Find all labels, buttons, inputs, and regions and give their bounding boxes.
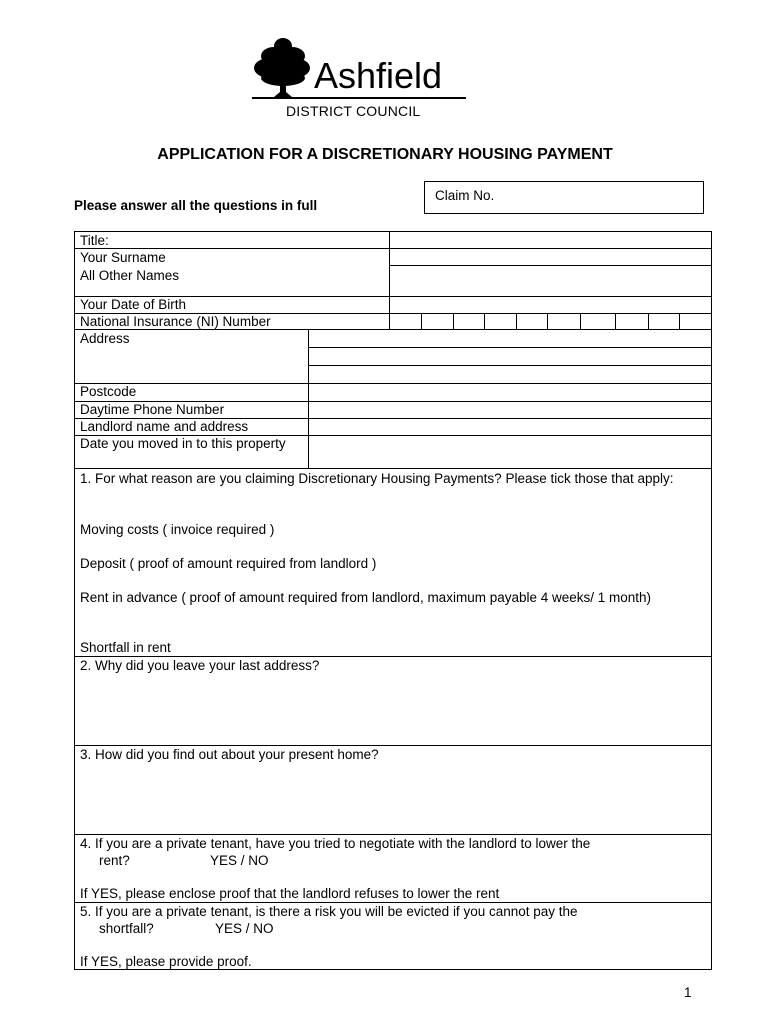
logo-wordmark: Ashfield (314, 55, 443, 96)
page-title: APPLICATION FOR A DISCRETIONARY HOUSING PAYMENT (157, 146, 613, 163)
page-number: 1 (684, 985, 692, 1000)
other-names-label: All Other Names (80, 268, 180, 283)
surname-label: Your Surname (80, 250, 166, 265)
ni-input[interactable] (390, 314, 712, 329)
claim-number-label: Claim No. (435, 188, 495, 203)
postcode-input[interactable] (309, 384, 712, 401)
question-5-text: 5. If you are a private tenant, is there a risk you will be evicted if you cannot pay the (80, 904, 578, 919)
landlord-label: Landlord name and address (80, 419, 249, 434)
option-deposit[interactable]: Deposit ( proof of amount required from landlord ) (80, 556, 377, 571)
row-divider (75, 468, 712, 469)
question-4-note: If YES, please enclose proof that the landlord refuses to lower the rent (80, 886, 500, 901)
surname-input[interactable] (390, 249, 712, 265)
title-label: Title: (80, 233, 109, 248)
question-3-text: 3. How did you find out about your present home? (80, 747, 379, 762)
ni-box-divider (453, 313, 454, 329)
question-5-line2: shortfall? (99, 921, 154, 936)
ni-box-divider (516, 313, 517, 329)
address-label: Address (80, 331, 130, 346)
ni-label: National Insurance (NI) Number (80, 314, 271, 329)
moved-in-label: Date you moved in to this property (80, 436, 286, 451)
question-4-yes-no[interactable]: YES / NO (210, 853, 269, 868)
address-line-1-input[interactable] (309, 330, 712, 347)
other-names-input[interactable] (390, 266, 712, 296)
option-shortfall[interactable]: Shortfall in rent (80, 640, 171, 655)
question-4-text: 4. If you are a private tenant, have you tried to negotiate with the landlord to lower the (80, 836, 591, 851)
question-2-answer[interactable] (75, 675, 712, 745)
title-input[interactable] (390, 232, 712, 248)
landlord-input[interactable] (309, 419, 712, 435)
logo-subtitle: DISTRICT COUNCIL (286, 103, 421, 119)
dob-label: Your Date of Birth (80, 297, 187, 312)
logo-underline (252, 97, 466, 99)
ni-box-divider (615, 313, 616, 329)
phone-input[interactable] (309, 402, 712, 418)
question-5-yes-no[interactable]: YES / NO (215, 921, 274, 936)
claim-number-field[interactable] (424, 181, 704, 214)
ni-box-divider (580, 313, 581, 329)
question-1-text: 1. For what reason are you claiming Discretionary Housing Payments? Please tick those that apply: (80, 471, 674, 486)
ni-box-divider (547, 313, 548, 329)
ni-box-divider (679, 313, 680, 329)
application-form (74, 231, 712, 970)
address-line-2-input[interactable] (309, 348, 712, 365)
moved-in-input[interactable] (309, 436, 712, 468)
address-line-3-input[interactable] (309, 366, 712, 383)
question-2-text: 2. Why did you leave your last address? (80, 658, 320, 673)
instruction-text: Please answer all the questions in full (74, 198, 318, 213)
question-4-line2: rent? (99, 853, 130, 868)
ni-box-divider (421, 313, 422, 329)
ni-box-divider (484, 313, 485, 329)
council-logo (250, 36, 468, 122)
question-3-answer[interactable] (75, 764, 712, 834)
tree-icon (250, 36, 316, 102)
question-5-note: If YES, please provide proof. (80, 954, 252, 969)
ni-box-divider (648, 313, 649, 329)
option-rent-in-advance[interactable]: Rent in advance ( proof of amount required from landlord, maximum payable 4 weeks/ 1 month) (80, 590, 652, 605)
phone-label: Daytime Phone Number (80, 402, 225, 417)
option-moving-costs[interactable]: Moving costs ( invoice required ) (80, 522, 275, 537)
dob-input[interactable] (390, 297, 712, 313)
postcode-label: Postcode (80, 384, 137, 399)
